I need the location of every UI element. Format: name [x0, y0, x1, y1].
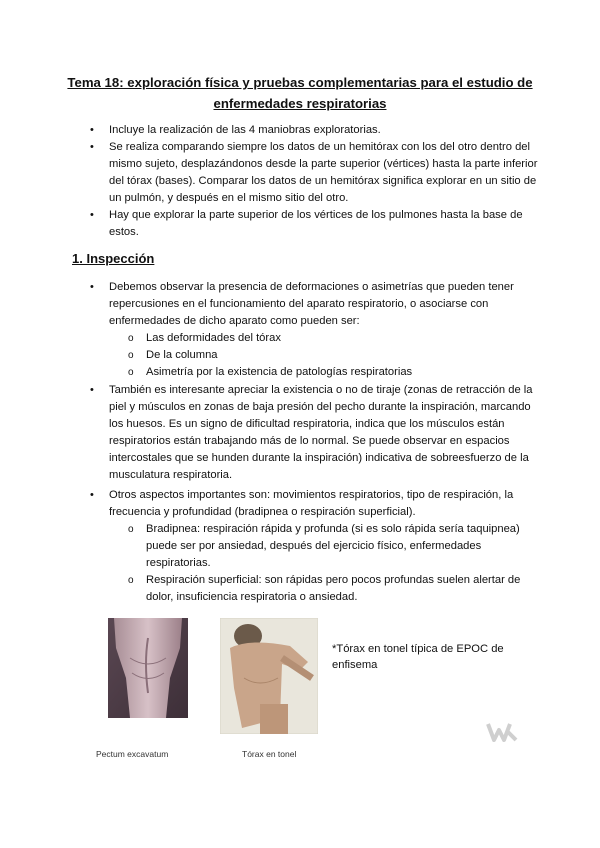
bullet-text: También es interesante apreciar la existencia o no de tiraje (zonas de retracción de la piel y músculos en zonas de baja presión del pecho durante la inspiración, marcando los huesos. Es un signo de dificultad respiratoria, indica que los músculos están respiratorios están trabajando más de lo normal. Se puede observar en espacios intercostales que se hunden durante la inspiración) indicativa de sobreesfuerzo de la musculatura respiratoria.	[109, 384, 533, 481]
sub-bullet-text: Bradipnea: respiración rápida y profunda (si es solo rápida sería taquipnea) puede ser por ansiedad, después del ejercicio físico, enfermedades respiratorias.	[146, 523, 520, 569]
sub-bullet-text: Las deformidades del tórax	[146, 332, 281, 344]
bullet-text: Se realiza comparando siempre los datos de un hemitórax con los del otro dentro del mismo sujeto, desplazándonos desde la parte superior (vértices) hasta la parte inferior del tórax (bases). Comparar los datos de un hemitórax significa explorar en un sitio de un pulmón, y después en el mismo sitio del otro.	[109, 141, 538, 204]
bullet-icon: •	[90, 209, 94, 221]
section-heading: 1. Inspección	[72, 251, 155, 266]
figure-caption: Pectum excavatum	[96, 749, 169, 759]
bullet-text: Hay que explorar la parte superior de los vértices de los pulmones hasta la base de estos.	[109, 209, 523, 238]
list-item	[90, 382, 540, 484]
list-item	[90, 139, 540, 207]
bullet-text: Debemos observar la presencia de deformaciones o asimetrías que pueden tener repercusiones en el funcionamiento del aparato respiratorio, o asociarse con enfermedades de dicho aparato como pueden ser:	[109, 281, 514, 327]
list-item	[90, 207, 540, 241]
sub-list-item	[128, 330, 528, 347]
figure-caption: Tórax en tonel	[242, 749, 297, 759]
bullet-icon: •	[90, 141, 94, 153]
bullet-icon: •	[90, 281, 94, 293]
page-title: Tema 18: exploración física y pruebas complementarias para el estudio de enfermedades respiratorias	[67, 75, 533, 111]
sub-bullet-text: Respiración superficial: son rápidas pero pocos profundas suelen alertar de dolor, insuficiencia respiratoria o ansiedad.	[146, 574, 521, 603]
list-item	[90, 279, 540, 330]
bullet-text: Otros aspectos importantes son: movimientos respiratorios, tipo de respiración, la frecuencia y profundidad (bradipnea o respiración superficial).	[109, 489, 514, 518]
sub-bullet-icon: o	[128, 367, 134, 378]
wuolah-logo-icon	[486, 722, 518, 742]
figure-note: *Tórax en tonel típica de EPOC de enfisema	[332, 643, 504, 671]
bullet-text: Incluye la realización de las 4 maniobras exploratorias.	[109, 124, 381, 136]
sub-bullet-icon: o	[128, 333, 134, 344]
bullet-icon: •	[90, 384, 94, 396]
sub-list-item	[128, 364, 528, 381]
torax-en-tonel-photo	[220, 618, 318, 734]
list-item	[90, 122, 540, 139]
sub-bullet-text: De la columna	[146, 349, 218, 361]
sub-list-item	[128, 572, 530, 606]
list-item	[90, 487, 540, 521]
bullet-icon: •	[90, 489, 94, 501]
bullet-icon: •	[90, 124, 94, 136]
sub-list-item	[128, 521, 530, 572]
sub-bullet-icon: o	[128, 524, 134, 535]
sub-bullet-icon: o	[128, 350, 134, 361]
sub-list-item	[128, 347, 528, 364]
pectum-excavatum-photo	[108, 618, 188, 718]
sub-bullet-icon: o	[128, 575, 134, 586]
sub-bullet-text: Asimetría por la existencia de patologías respiratorias	[146, 366, 413, 378]
